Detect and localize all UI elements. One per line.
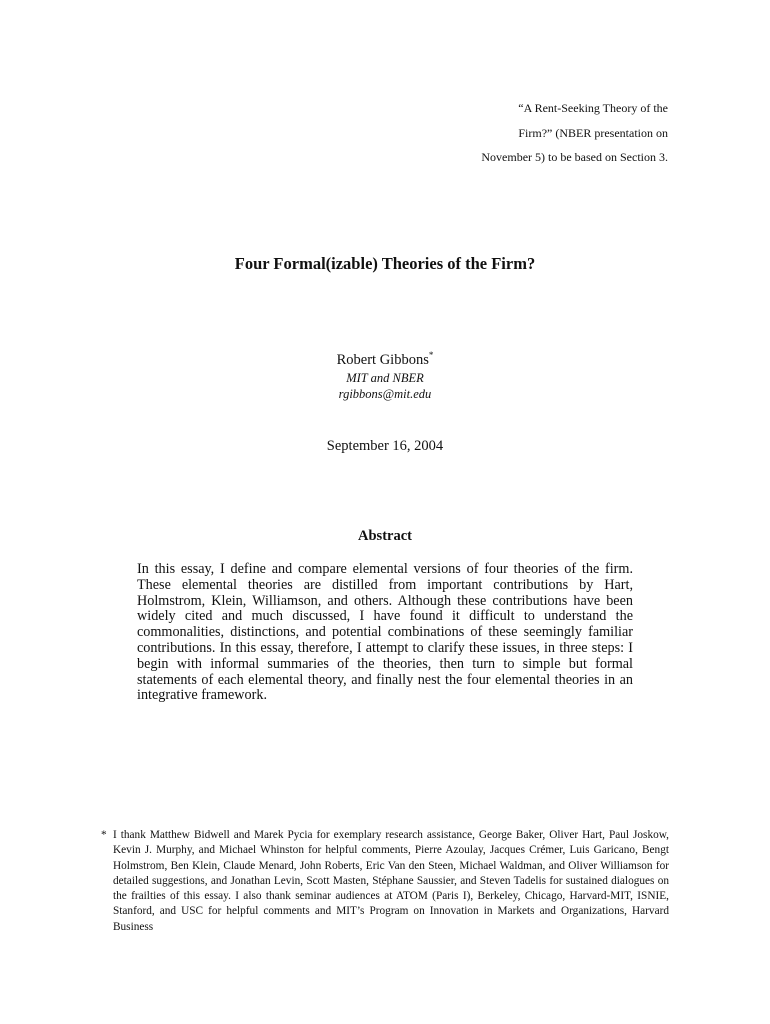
- author-line: [0, 350, 770, 370]
- header-note-line: “A Rent-Seeking Theory of the: [518, 101, 668, 115]
- header-note: [481, 96, 668, 170]
- paper-date: September 16, 2004: [326, 438, 444, 454]
- header-note-line: Firm?” (NBER presentation on: [518, 125, 668, 140]
- footnote: [101, 828, 669, 935]
- header-note-line: November 5) to be based on Section 3.: [481, 150, 668, 164]
- author-footnote-mark: *: [428, 350, 434, 361]
- paper-title: Four Formal(izable) Theories of the Firm?: [234, 254, 536, 273]
- abstract-heading: Abstract: [358, 528, 412, 544]
- abstract-text: In this essay, I define and compare elemental versions of four theories of the firm. These elemental theories are distilled from important contributions by Hart, Holmstrom, Klein, Williamson, and others. Although these contributions have been widely cited and much discussed, I have found it difficult to understand the commonalities, distinctions, and potential combinations of these seemingly familiar contributions. In this essay, therefore, I attempt to clarify these issues, in three steps: I begin with informal summaries of the theories, then turn to simple but formal statements of each elemental theory, and finally nest the four elemental theories in an integrative framework.: [137, 561, 633, 704]
- footnote-text: I thank Matthew Bidwell and Marek Pycia for exemplary research assistance, George Baker, Oliver Hart, Paul Joskow, Kevin J. Murphy, and Michael Whinston for helpful comments, Pierre Azoulay, Jacques Crémer, Luis Garicano, Bengt Holmstrom, Ben Klein, Claude Menard, John Roberts, Eric Van den Steen, Michael Waldman, and Oliver Williamson for detailed suggestions, and Jonathan Levin, Scott Masten, Stéphane Saussier, and Steven Tadelis for sustained dialogues on the frailties of this essay. I also thank seminar audiences at ATOM (Paris I), Berkeley, Chicago, Harvard-MIT, ISNIE, Stanford, and USC for helpful comments and MIT’s Program on Innovation in Markets and Organizations, Harvard Business: [113, 829, 669, 933]
- author-block: [0, 350, 770, 402]
- author-name: Robert Gibbons: [336, 352, 429, 368]
- author-affiliation: MIT and NBER: [346, 371, 424, 385]
- footnote-mark: *: [101, 829, 107, 841]
- author-email: rgibbons@mit.edu: [338, 387, 432, 401]
